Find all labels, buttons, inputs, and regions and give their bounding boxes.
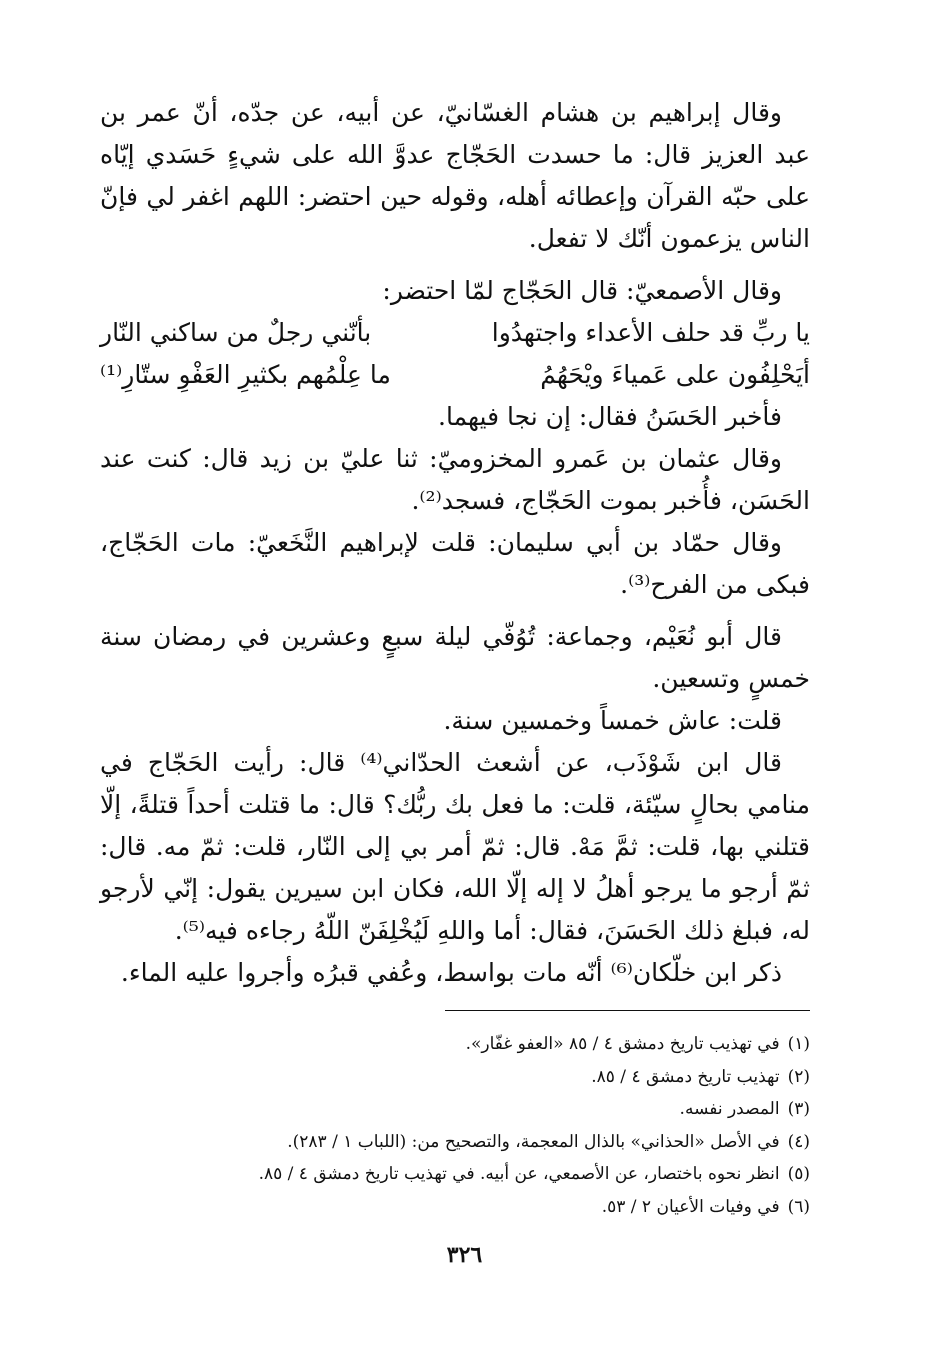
main-text — [100, 92, 810, 994]
footnote-number: (٢) — [787, 1066, 810, 1087]
paragraph-7: قلت: عاش خمساً وخمسين سنة. — [443, 706, 782, 735]
footnote-number: (١) — [787, 1034, 810, 1054]
paragraph-3: فأخبر الحَسَنُ فقال: إن نجا فيهما. — [438, 402, 782, 431]
footnote-number: (٤) — [787, 1131, 810, 1152]
footnote-text: في الأصل «الحذاني» بالذال المعجمة، والتصحيح من: (اللباب ١ / ٢٨٣). — [287, 1131, 780, 1152]
footnote-5 — [210, 1158, 810, 1191]
paragraph-9: ذكر ابن خلّكان⁽⁶⁾ أنّه مات بواسط، وعُفي قبرُه وأجروا عليه الماء. — [120, 958, 782, 987]
footnote-number: (٣) — [787, 1099, 810, 1119]
verse-2-first-hemistich: أيَحْلِفُون على عَمياءَ ويْحَهُمُ — [540, 360, 810, 389]
paragraph-5: وقال حمّاد بن أبي سليمان: قلت لإبراهيم النَّخَعيّ: مات الحَجّاج، فبكى من الفرح⁽³⁾. — [100, 528, 810, 599]
spacer — [100, 260, 810, 270]
footnote-text: في وفيات الأعيان ٢ / ٥٣. — [601, 1196, 780, 1217]
verse-1-first-hemistich: يا ربِّ قد حلف الأعداء واجتهدُوا — [491, 318, 810, 347]
footnote-text: انظر نحوه باختصار، عن الأصمعي، عن أبيه. في تهذيب تاريخ دمشق ٤ / ٨٥. — [258, 1164, 780, 1184]
footnote-6 — [210, 1191, 810, 1224]
footnote-3 — [210, 1093, 810, 1126]
page-number: ٣٢٦ — [446, 1242, 483, 1268]
footnote-text: المصدر نفسه. — [679, 1099, 780, 1119]
spacer — [100, 606, 810, 616]
footnote-separator — [445, 1010, 810, 1011]
paragraph-8: قال ابن شَوْذَب، عن أشعث الحدّاني⁽⁴⁾ قال: رأيت الحَجّاج في منامي بحالٍ سيّئة، قلت: ما فعل بك ربُّك؟ قال: ما قتلت أحداً قتلةً، إلّا قتلني بها، قلت: ثمَّ مَهْ. قال: ثمّ أمر بي إلى النّار، قلت: ثمّ مه. قال: ثمّ أرجو ما يرجو أهلُ لا إله إلّا الله، فكان ابن سيرين يقول: إنّي لأرجو له، فبلغ ذلك الحَسَنَ، فقال: أما واللهِ لَيُخْلِفَنّ اللّهُ رجاءه فيه⁽⁵⁾. — [100, 748, 810, 945]
footnote-2 — [210, 1061, 810, 1094]
footnote-number: (٦) — [787, 1196, 810, 1217]
footnote-text: تهذيب تاريخ دمشق ٤ / ٨٥. — [591, 1066, 780, 1087]
footnote-1 — [210, 1028, 810, 1061]
verse-2-second-hemistich: ما عِلْمُهم بكثيرِ العَفْوِ ستّارِ⁽¹⁾ — [100, 360, 391, 389]
paragraph-6: قال أبو نُعَيْم، وجماعة: تُوُفّي ليلة سبعٍ وعشرين في رمضان سنة خمسٍ وتسعين. — [100, 622, 810, 693]
footnote-text: في تهذيب تاريخ دمشق ٤ / ٨٥ «العفو غفّار». — [465, 1034, 780, 1054]
verse-1-second-hemistich: بأنّني رجلٌ من ساكني النّار — [100, 318, 372, 347]
paragraph-4: وقال عثمان بن عَمرو المخزوميّ: ثنا عليّ بن زيد قال: كنت عند الحَسَن، فأُخبر بموت الحَجّاج، فسجد⁽²⁾. — [100, 444, 810, 515]
paragraph-1: وقال إبراهيم بن هشام الغسّانيّ، عن أبيه، عن جدّه، أنّ عمر بن عبد العزيز قال: ما حسدت الحَجّاج عدوَّ الله على شيءٍ حَسَدي إيّاه على حبّه القرآن وإعطائه أهله، وقوله حين احتضر: اللهم اغفر لي فإنّ الناس يزعمون أنّك لا تفعل. — [100, 98, 810, 253]
footnote-number: (٥) — [787, 1164, 810, 1184]
verse-line-1 — [100, 312, 810, 354]
verse-line-2 — [100, 354, 810, 396]
footnote-4 — [210, 1126, 810, 1159]
footnotes — [210, 1028, 810, 1223]
paragraph-2: وقال الأصمعيّ: قال الحَجّاج لمّا احتضر: — [382, 276, 782, 305]
